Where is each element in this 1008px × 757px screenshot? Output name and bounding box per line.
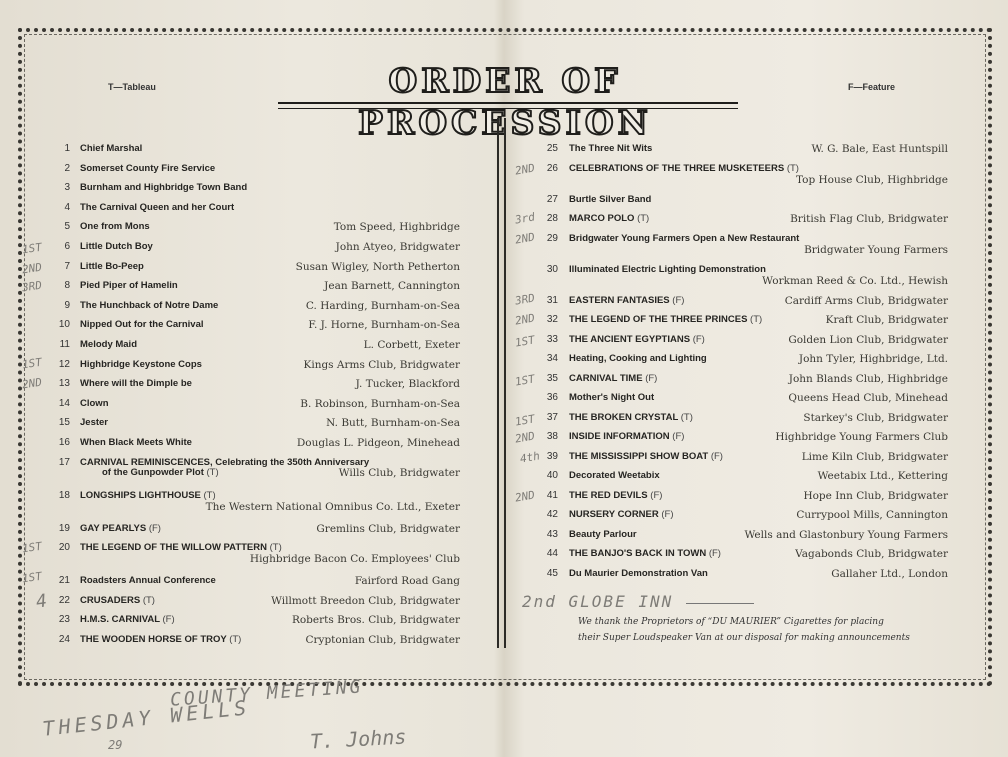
procession-entry [40, 490, 460, 520]
entry-type-tag: (T) [203, 490, 216, 501]
handwritten-placing-mark: 1ST [514, 412, 536, 429]
entry-number: 32 [546, 314, 558, 325]
handwritten-placing-mark: 4th [519, 449, 541, 466]
entry-title-line-2 [102, 467, 219, 478]
handwritten-number: 29 [108, 738, 123, 752]
entry-sponsor: B. Robinson, Burnham-on-Sea [300, 398, 460, 410]
entry-type-tag: (T) [786, 163, 799, 174]
entry-title-text: The Three Nit Wits [569, 143, 653, 154]
entry-number: 6 [64, 241, 70, 252]
entry-title-text: The Carnival Queen and her Court [80, 202, 235, 213]
entry-number: 16 [58, 437, 70, 448]
handwritten-placing-mark: 3RD [21, 278, 43, 295]
entry-title [80, 221, 150, 232]
handwritten-placing-mark: 2ND [514, 230, 536, 247]
acknowledgement-line-2: their Super Loudspeaker Van at our disposal for making announcements [578, 633, 910, 643]
entry-type-tag: (T) [229, 634, 242, 645]
procession-entry [40, 437, 460, 455]
procession-entry [530, 451, 948, 469]
entry-title [569, 451, 723, 462]
handwritten-placing-mark: 2ND [21, 260, 43, 277]
entry-title [569, 548, 721, 559]
entry-title [569, 529, 637, 540]
entry-title [80, 163, 215, 174]
entry-sponsor: Hope Inn Club, Bridgwater [803, 490, 948, 502]
entry-sponsor: Vagabonds Club, Bridgwater [795, 548, 948, 560]
entry-sponsor: Cryptonian Club, Bridgwater [305, 634, 460, 646]
entry-sponsor: Cardiff Arms Club, Bridgwater [784, 295, 948, 307]
entry-type-tag: (F) [650, 490, 663, 501]
entry-sponsor: Highbridge Young Farmers Club [775, 431, 948, 443]
entry-sponsor: Fairford Road Gang [354, 575, 460, 587]
entry-number: 3 [64, 182, 70, 193]
entry-number: 42 [546, 509, 558, 520]
entry-sponsor: Lime Kiln Club, Bridgwater [801, 451, 948, 463]
entry-number: 40 [546, 470, 558, 481]
procession-entry [530, 334, 948, 352]
entry-sponsor: Gremlins Club, Bridgwater [316, 523, 460, 535]
entry-sponsor: C. Harding, Burnham-on-Sea [305, 300, 460, 312]
entry-title-text: Du Maurier Demonstration Van [569, 568, 708, 579]
entry-title-text: One from Mons [80, 221, 150, 232]
entry-title-text: THE LEGEND OF THE WILLOW PATTERN [80, 542, 267, 553]
entry-title-text: Somerset County Fire Service [80, 163, 216, 174]
entry-sponsor: Queens Head Club, Minehead [788, 392, 948, 404]
entry-title-text: Jester [80, 417, 108, 428]
entry-title-text: GAY PEARLYS [80, 523, 147, 534]
procession-entry [40, 221, 460, 239]
entry-title [569, 233, 799, 244]
entry-type-tag: (F) [645, 373, 658, 384]
entry-sponsor: W. G. Bale, East Huntspill [811, 143, 948, 155]
procession-entry [40, 300, 460, 318]
entry-number: 30 [546, 264, 558, 275]
entry-title [569, 143, 652, 154]
entry-sponsor: Jean Barnett, Cannington [324, 280, 460, 292]
entry-type-tag: (F) [672, 295, 685, 306]
entry-title [80, 490, 216, 501]
entry-title-text: Roadsters Annual Conference [80, 575, 216, 586]
entry-title-text: THE ANCIENT EGYPTIANS [569, 334, 691, 345]
entry-number: 39 [546, 451, 558, 462]
entry-number: 24 [58, 634, 70, 645]
entry-type-tag: (F) [672, 431, 685, 442]
handwritten-placing-mark: 2ND [514, 311, 536, 328]
entry-number: 2 [64, 163, 70, 174]
entry-title [80, 241, 153, 252]
title-underline [278, 102, 738, 109]
procession-entry [40, 359, 460, 377]
entry-number: 25 [546, 143, 558, 154]
procession-entry [40, 614, 460, 632]
procession-entry [530, 392, 948, 410]
entry-title-text: Pied Piper of Hamelin [80, 280, 178, 291]
entry-title [80, 359, 202, 370]
entry-title-text: Highbridge Keystone Cops [80, 359, 202, 370]
entry-sponsor: N. Butt, Burnham-on-Sea [326, 417, 460, 429]
entry-number: 18 [58, 490, 70, 501]
handwritten-placing-mark: 2ND [514, 429, 536, 446]
entry-title [80, 202, 234, 213]
entry-number: 33 [546, 334, 558, 345]
procession-entry [530, 233, 948, 263]
entry-title [80, 378, 192, 389]
entry-number: 21 [58, 575, 70, 586]
entry-title [569, 568, 708, 579]
procession-entry [40, 398, 460, 416]
entry-title [80, 417, 108, 428]
entry-title-text: Heating, Cooking and Lighting [569, 353, 707, 364]
entry-title-text: Where will the Dimple be [80, 378, 192, 389]
entry-title-text: Little Bo-Peep [80, 261, 144, 272]
entry-number: 10 [58, 319, 70, 330]
procession-entry [530, 213, 948, 231]
entry-title-text: Burnham and Highbridge Town Band [80, 182, 248, 193]
entry-title [569, 509, 674, 520]
entry-sponsor: Roberts Bros. Club, Bridgwater [291, 614, 460, 626]
entry-sponsor: John Blands Club, Highbridge [788, 373, 948, 385]
entry-title-text: CRUSADERS [80, 595, 141, 606]
handwritten-placing-mark: 1ST [514, 333, 536, 350]
handwritten-signature: T. Johns [309, 724, 407, 754]
procession-entry [530, 529, 948, 547]
entry-sponsor: Susan Wigley, North Petherton [295, 261, 460, 273]
entry-type-tag: (F) [692, 334, 705, 345]
entry-title-text: THE MISSISSIPPI SHOW BOAT [569, 451, 709, 462]
procession-entry [530, 548, 948, 566]
entry-sponsor: Workman Reed & Co. Ltd., Hewish [762, 275, 948, 287]
entry-title [569, 431, 684, 442]
entry-sponsor: Currypool Mills, Cannington [796, 509, 948, 521]
entry-title-text: CELEBRATIONS OF THE THREE MUSKETEERS [569, 163, 785, 174]
procession-entry [40, 595, 460, 613]
handwritten-placing-mark: 3rd [514, 210, 536, 227]
entry-sponsor: F. J. Horne, Burnham-on-Sea [308, 319, 460, 331]
entry-title [80, 542, 282, 553]
procession-entry [530, 431, 948, 449]
entry-sponsor: The Western National Omnibus Co. Ltd., Exeter [205, 501, 460, 513]
entry-title-text: Nipped Out for the Carnival [80, 319, 204, 330]
entry-number: 44 [546, 548, 558, 559]
entry-sponsor: John Tyler, Highbridge, Ltd. [798, 353, 948, 365]
procession-entry [530, 314, 948, 332]
procession-entry [530, 509, 948, 527]
entry-number: 12 [58, 359, 70, 370]
entry-title [569, 213, 649, 224]
entry-title [569, 334, 705, 345]
procession-entry [530, 163, 948, 193]
entry-title [569, 295, 684, 306]
procession-entry [40, 182, 460, 200]
entry-title [80, 182, 247, 193]
procession-entry [530, 295, 948, 313]
entry-number: 23 [58, 614, 70, 625]
center-divider [497, 118, 506, 648]
entry-title-text: Melody Maid [80, 339, 138, 350]
entry-number: 45 [546, 568, 558, 579]
procession-entry [530, 194, 948, 212]
handwritten-placing-mark: 1ST [21, 539, 43, 556]
page-title: ORDER OF PROCESSION [358, 61, 652, 142]
entry-title [80, 634, 241, 645]
handwritten-placing-mark: 4 [34, 590, 49, 613]
procession-entry [40, 417, 460, 435]
entry-title [80, 143, 142, 154]
entry-sponsor: Kings Arms Club, Bridgwater [303, 359, 460, 371]
procession-entry [40, 241, 460, 259]
handwritten-tuesday-wells: THESDAY WELLS [41, 695, 252, 741]
entry-sponsor: Douglas L. Pidgeon, Minehead [296, 437, 460, 449]
entry-sponsor: Weetabix Ltd., Kettering [817, 470, 948, 482]
entry-title-text: MARCO POLO [569, 213, 635, 224]
entry-title-text: Chief Marshal [80, 143, 143, 154]
entry-title-text: of the Gunpowder Plot [102, 467, 204, 478]
procession-entry [40, 542, 460, 572]
legend-feature: F—Feature [848, 82, 896, 92]
entry-sponsor: British Flag Club, Bridgwater [790, 213, 948, 225]
procession-entry [530, 143, 948, 161]
entry-number: 35 [546, 373, 558, 384]
entry-title-text: THE BANJO'S BACK IN TOWN [569, 548, 707, 559]
entry-number: 38 [546, 431, 558, 442]
entry-title-text: NURSERY CORNER [569, 509, 659, 520]
procession-entry [40, 575, 460, 593]
entry-title [569, 412, 693, 423]
entry-title [80, 523, 161, 534]
entry-title [80, 398, 109, 409]
procession-entry [40, 280, 460, 298]
entry-title [569, 314, 762, 325]
entry-type-tag: (T) [142, 595, 155, 606]
entry-number: 15 [58, 417, 70, 428]
entry-title [569, 470, 660, 481]
entry-sponsor: Wells and Glastonbury Young Farmers [744, 529, 948, 541]
entry-title [80, 437, 192, 448]
entry-type-tag: (F) [661, 509, 674, 520]
handwritten-placing-mark: 2ND [514, 161, 536, 178]
entry-number: 8 [64, 280, 70, 291]
entry-type-tag: (T) [637, 213, 650, 224]
procession-entry [40, 261, 460, 279]
entry-type-tag: (F) [162, 614, 175, 625]
procession-entry [530, 264, 948, 294]
left-column [40, 143, 465, 653]
entry-sponsor: L. Corbett, Exeter [363, 339, 460, 351]
entry-type-tag: (T) [269, 542, 282, 553]
handwritten-placing-mark: 1ST [21, 355, 43, 372]
entry-title [80, 280, 178, 291]
entry-number: 7 [64, 261, 70, 272]
entry-title-text: THE LEGEND OF THE THREE PRINCES [569, 314, 748, 325]
entry-title [569, 353, 707, 364]
entry-type-tag: (T) [206, 467, 219, 478]
entry-sponsor: J. Tucker, Blackford [355, 378, 460, 390]
procession-entry [530, 373, 948, 391]
entry-number: 20 [58, 542, 70, 553]
entry-title [569, 392, 654, 403]
entry-number: 17 [58, 457, 70, 468]
procession-entry [40, 339, 460, 357]
procession-entry [530, 353, 948, 371]
entry-title [569, 264, 766, 275]
handwritten-underline [686, 603, 754, 604]
entry-title [80, 614, 175, 625]
entry-title [80, 339, 137, 350]
entry-title-text: Bridgwater Young Farmers Open a New Restaurant [569, 233, 800, 244]
entry-sponsor: Wills Club, Bridgwater [338, 467, 460, 479]
procession-entry [40, 523, 460, 541]
handwritten-placing-mark: 2ND [21, 375, 43, 392]
entry-title [80, 575, 216, 586]
procession-entry [40, 634, 460, 652]
handwritten-county-meeting: COUNTY MEETING [169, 676, 365, 711]
entry-title-text: H.M.S. CARNIVAL [80, 614, 160, 625]
entry-number: 36 [546, 392, 558, 403]
procession-entry [530, 412, 948, 430]
entry-sponsor: Gallaher Ltd., London [831, 568, 948, 580]
entry-number: 13 [58, 378, 70, 389]
entry-title-text: Clown [80, 398, 109, 409]
entry-number: 22 [58, 595, 70, 606]
entry-number: 41 [546, 490, 558, 501]
entry-type-tag: (F) [708, 548, 721, 559]
entry-title-text: The Hunchback of Notre Dame [80, 300, 219, 311]
entry-title-text: CARNIVAL TIME [569, 373, 643, 384]
entry-title [569, 163, 799, 174]
legend-tableau: T—Tableau [108, 82, 156, 92]
acknowledgement-note [578, 614, 918, 646]
entry-title-text: THE WOODEN HORSE OF TROY [80, 634, 227, 645]
entry-title [80, 261, 144, 272]
procession-entry [40, 378, 460, 396]
procession-entry [530, 490, 948, 508]
right-column [530, 143, 950, 593]
entry-type-tag: (T) [750, 314, 763, 325]
entry-sponsor: Golden Lion Club, Bridgwater [788, 334, 948, 346]
entry-title-text: Little Dutch Boy [80, 241, 153, 252]
entry-title-text: THE BROKEN CRYSTAL [569, 412, 679, 423]
entry-number: 27 [546, 194, 558, 205]
entry-type-tag: (F) [148, 523, 161, 534]
entry-sponsor: Top House Club, Highbridge [795, 174, 948, 186]
entry-sponsor: Bridgwater Young Farmers [804, 244, 948, 256]
procession-entry [40, 319, 460, 337]
entry-number: 5 [64, 221, 70, 232]
entry-number: 4 [64, 202, 70, 213]
entry-number: 37 [546, 412, 558, 423]
handwritten-globe-inn: 2nd GLOBE INN [522, 592, 674, 611]
entry-type-tag: (F) [710, 451, 723, 462]
entry-title-text: EASTERN FANTASIES [569, 295, 670, 306]
entry-title-text: Beauty Parlour [569, 529, 637, 540]
entry-title-text: LONGSHIPS LIGHTHOUSE [80, 490, 201, 501]
entry-title [80, 319, 204, 330]
entry-sponsor: Tom Speed, Highbridge [333, 221, 460, 233]
acknowledgement-line-1: We thank the Proprietors of “DU MAURIER” Cigarettes for placing [578, 617, 884, 627]
handwritten-placing-mark: 2ND [514, 488, 536, 505]
entry-number: 14 [58, 398, 70, 409]
procession-entry [530, 568, 948, 586]
procession-entry [40, 457, 460, 487]
entry-title-text: INSIDE INFORMATION [569, 431, 670, 442]
handwritten-placing-mark: 1ST [21, 569, 43, 586]
entry-title-text: Illuminated Electric Lighting Demonstration [569, 264, 766, 275]
entry-title [80, 595, 155, 606]
entry-number: 11 [59, 339, 70, 350]
entry-number: 29 [546, 233, 558, 244]
entry-title-text: THE RED DEVILS [569, 490, 648, 501]
entry-type-tag: (T) [680, 412, 693, 423]
handwritten-placing-mark: 3RD [514, 291, 536, 308]
entry-title: CARNIVAL REMINISCENCES, Celebrating the 350th Anniversary [80, 457, 370, 468]
entry-title-text: Mother's Night Out [569, 392, 655, 403]
procession-entry [40, 202, 460, 220]
entry-number: 34 [546, 353, 558, 364]
entry-title [569, 194, 651, 205]
procession-entry [40, 143, 460, 161]
entry-title-text: When Black Meets White [80, 437, 192, 448]
entry-title-text: Burtle Silver Band [569, 194, 652, 205]
entry-number: 31 [546, 295, 558, 306]
procession-entry [530, 470, 948, 488]
entry-number: 28 [546, 213, 558, 224]
entry-number: 26 [546, 163, 558, 174]
entry-title [569, 373, 657, 384]
entry-sponsor: Willmott Breedon Club, Bridgwater [271, 595, 460, 607]
entry-sponsor: Highbridge Bacon Co. Employees' Club [249, 553, 460, 565]
entry-sponsor: John Atyeo, Bridgwater [335, 241, 460, 253]
entry-title-text: Decorated Weetabix [569, 470, 660, 481]
entry-number: 9 [64, 300, 70, 311]
handwritten-placing-mark: 1ST [514, 372, 536, 389]
entry-sponsor: Kraft Club, Bridgwater [825, 314, 948, 326]
entry-number: 43 [546, 529, 558, 540]
procession-entry [40, 163, 460, 181]
entry-title [80, 300, 218, 311]
entry-number: 19 [58, 523, 70, 534]
entry-number: 1 [64, 143, 70, 154]
handwritten-placing-mark: 1ST [21, 240, 43, 257]
entry-title [569, 490, 662, 501]
entry-sponsor: Starkey's Club, Bridgwater [803, 412, 948, 424]
